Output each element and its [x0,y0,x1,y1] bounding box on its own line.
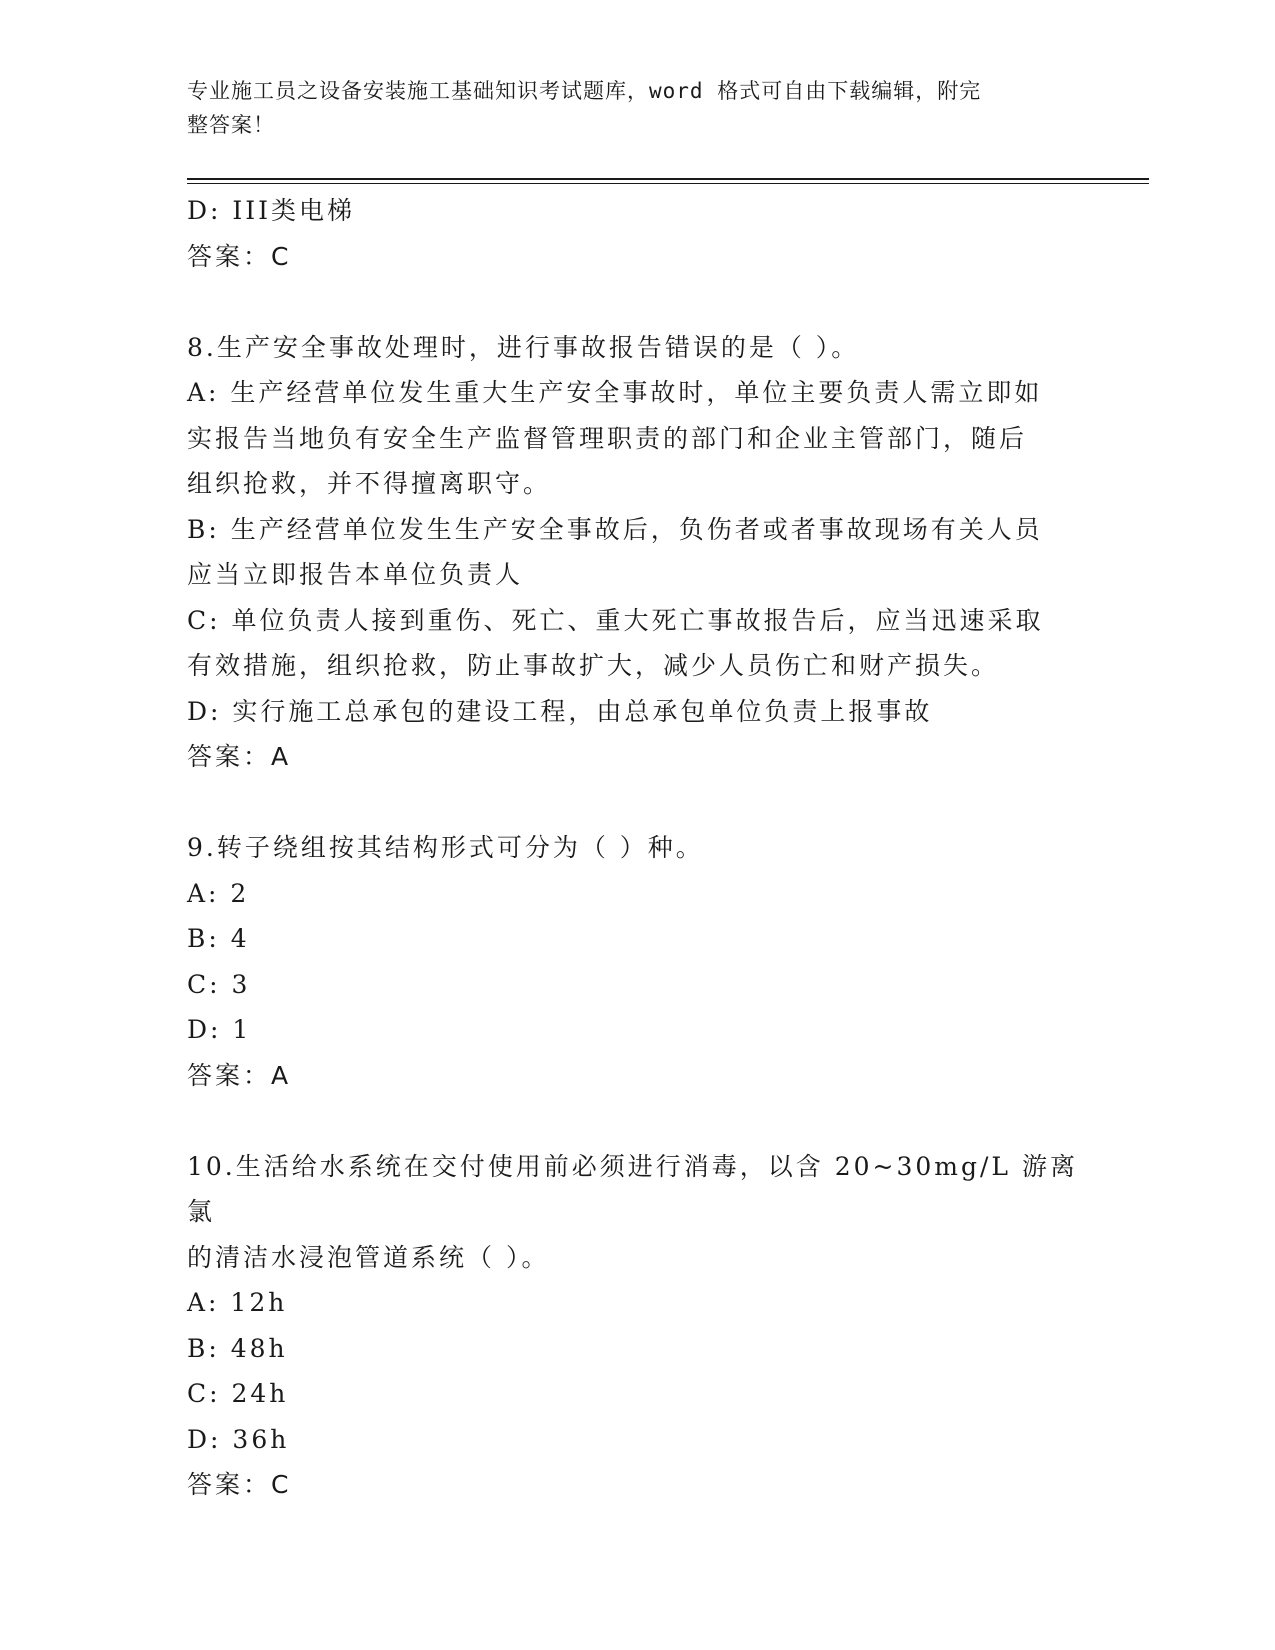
option-d: D: 36h [187,1424,290,1454]
document-body [187,188,1087,1508]
option-c-line-2: 有效措施，组织抢救，防止事故扩大，减少人员伤亡和财产损失。 [187,651,1000,680]
question-10 [187,1144,1087,1508]
question-stem-line-1: 10.生活给水系统在交付使用前必须进行消毒，以含 20~30mg/L 游离氯 [187,1151,1078,1226]
question-9 [187,825,1087,1098]
spacer [187,780,1087,826]
question-stem: 9.转子绕组按其结构形式可分为（ ）种。 [187,833,704,862]
option-c-line-1: C: 单位负责人接到重伤、死亡、重大死亡事故报告后，应当迅速采取 [187,605,1044,635]
header-divider-thin [187,183,1149,184]
option-a-line-3: 组织抢救，并不得擅离职守。 [187,469,552,498]
page-header [187,74,1067,142]
option-d: D: 1 [187,1015,252,1044]
answer-line: 答案：A [187,1060,292,1090]
option-a: A: 2 [187,878,250,908]
option-d: D: 实行施工总承包的建设工程，由总承包单位负责上报事故 [187,696,933,726]
answer-line: 答案：C [187,1470,292,1499]
header-title-line-1: 专业施工员之设备安装施工基础知识考试题库，word 格式可自由下载编辑，附完 [187,79,982,103]
question-stem: 8.生产安全事故处理时，进行事故报告错误的是（ ）。 [187,332,860,362]
option-d: D: III类电梯 [187,196,356,225]
option-c: C: 24h [187,1379,289,1408]
question-stem-line-2: 的清洁水浸泡管道系统（ ）。 [187,1242,550,1272]
prev-question-tail [187,188,1087,279]
answer-line: 答案：A [187,742,292,771]
option-b: B: 48h [187,1333,288,1363]
option-a-line-1: A: 生产经营单位发生重大生产安全事故时，单位主要负责人需立即如 [187,378,1043,407]
option-b-line-1: B: 生产经营单位发生生产安全事故后，负伤者或者事故现场有关人员 [187,514,1043,544]
question-8 [187,325,1087,780]
option-b: B: 4 [187,924,250,953]
option-b-line-2: 应当立即报告本单位负责人 [187,560,524,589]
option-c: C: 3 [187,969,251,999]
header-divider-thick [187,178,1149,180]
option-a-line-2: 实报告当地负有安全生产监督管理职责的部门和企业主管部门，随后 [187,423,1028,453]
spacer [187,279,1087,325]
spacer [187,1098,1087,1144]
option-a: A: 12h [187,1288,288,1317]
answer-line: 答案：C [187,241,292,271]
header-title-line-2: 整答案！ [187,113,275,137]
